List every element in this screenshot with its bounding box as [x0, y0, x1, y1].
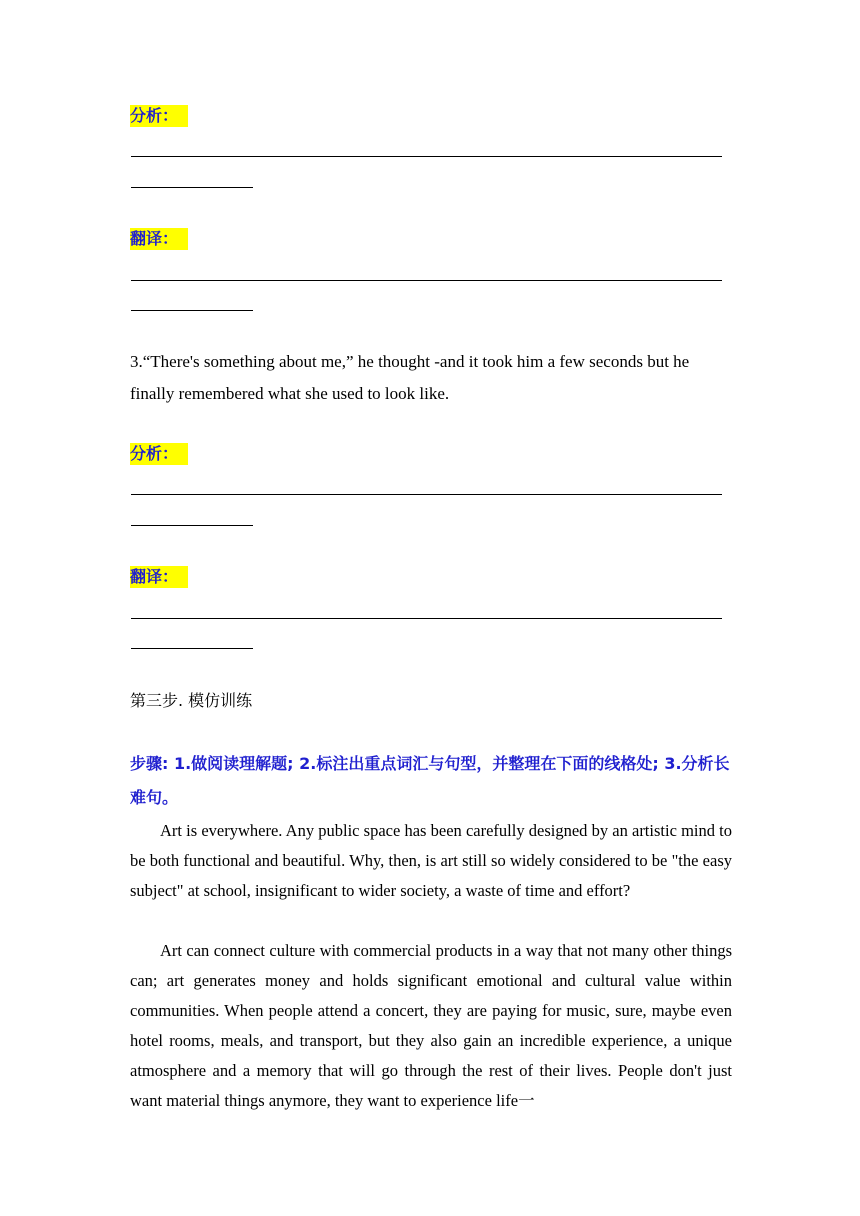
steps-instructions: 步骤: 1.做阅读理解题; 2.标注出重点词汇与句型，并整理在下面的线格处; 3.分析长难句。 — [130, 754, 730, 807]
answer-line[interactable] — [131, 280, 722, 281]
section-heading: 第三步. 模仿训练 — [130, 691, 253, 710]
answer-line[interactable] — [131, 156, 722, 157]
answer-line[interactable] — [131, 648, 253, 649]
sentence-3: 3.“There's something about me,” he thought -and it took him a few seconds but he finally remembered what she used to look like. — [130, 352, 690, 403]
analysis-label: 分析： — [130, 443, 188, 465]
answer-line[interactable] — [131, 310, 253, 311]
answer-line[interactable] — [131, 525, 253, 526]
passage-paragraph: Art is everywhere. Any public space has been carefully designed by an artistic mind to be both functional and beautiful. Why, then, is art still so widely considered to be "the easy subject" at school, insignificant to wider society, a waste of time and effort? — [130, 821, 732, 900]
analysis-label: 分析： — [130, 105, 188, 127]
answer-line[interactable] — [131, 187, 253, 188]
answer-line[interactable] — [131, 494, 722, 495]
translation-label: 翻译： — [130, 228, 188, 250]
translation-label: 翻译： — [130, 566, 188, 588]
passage-paragraph: Art can connect culture with commercial products in a way that not many other things can; art generates money and holds significant emotional and cultural value within communities. When people attend a concert, they are paying for music, sure, maybe even hotel rooms, meals, and transport, but they also gain an incredible experience, a unique atmosphere and a memory that will go through the rest of their lives. People don't just want material things anymore, they want to experience life一 — [130, 941, 732, 1110]
answer-line[interactable] — [131, 618, 722, 619]
